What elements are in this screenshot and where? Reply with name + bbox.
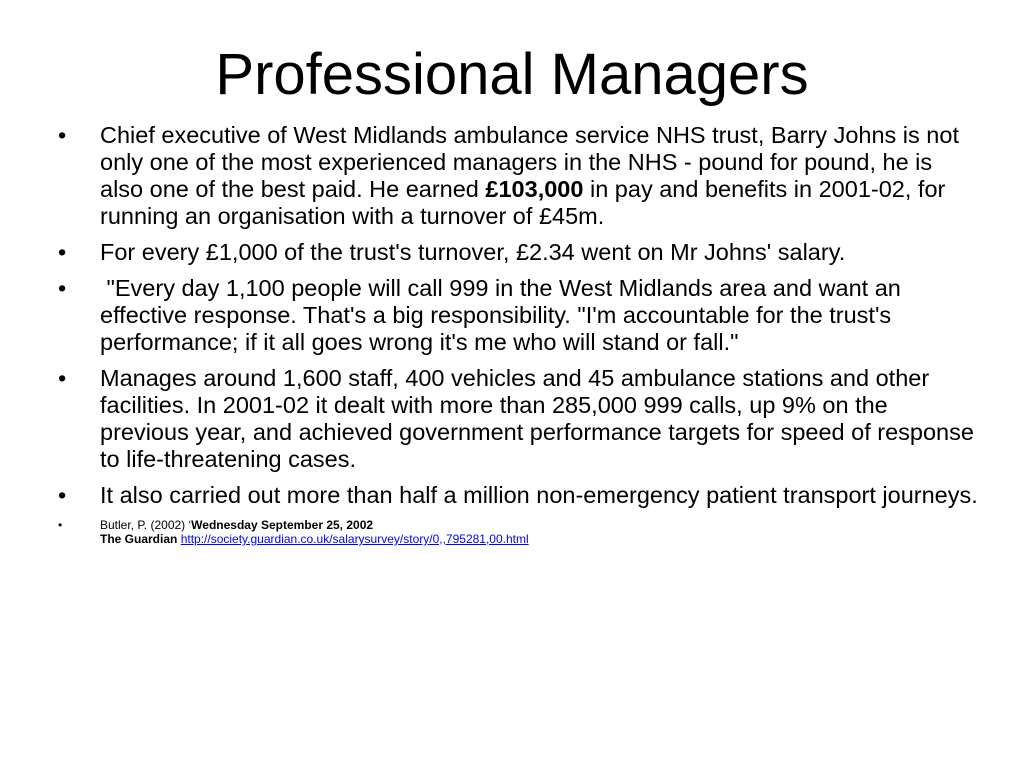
bullet-text: For every £1,000 of the trust's turnover, £2.34 went on Mr Johns' salary. [100,239,846,265]
bullet-text: Chief executive of West Midlands ambulance service NHS trust, Barry Johns is not only one of the most experienced managers in the NHS - pound for pound, he is also one of the best paid. He earned £103,000 in pay and benefits in 2001-02, for running an organisation with a turnover of £45m. [100,122,959,229]
citation-item [58,518,978,546]
slide-title: Professional Managers [215,42,809,107]
bullet-marker: • [58,239,67,265]
bullet-text: It also carried out more than half a million non-emergency patient transport journeys. [100,482,978,508]
citation-text [100,518,529,546]
bullet-item-transport [58,482,978,509]
citation-date: Wednesday September 25, 2002 [191,518,374,532]
bullet-item-staff [58,365,978,473]
bullet-item-salary [58,122,978,230]
bullet-marker: • [58,275,67,301]
citation-author: Butler, P. (2002) ‘ [100,518,192,532]
source-link[interactable]: http://society.guardian.co.uk/salarysurvey/story/0,,795281,00.html [180,532,529,546]
bullet-marker: • [58,482,67,508]
bullet-item-quote [58,275,978,356]
citation-publication: The Guardian [100,532,178,546]
bullet-marker: • [58,122,67,148]
bullet-item-turnover [58,239,978,266]
salary-amount: £103,000 [485,176,584,202]
bullet-marker: • [58,518,63,532]
bullet-text: "Every day 1,100 people will call 999 in the West Midlands area and want an effective response. That's a big responsibility. "I'm accountable for the trust's performance; if it all goes wrong it's me who will stand or fall." [100,275,908,355]
bullet-text: Manages around 1,600 staff, 400 vehicles and 45 ambulance stations and other facilities. In 2001-02 it dealt with more than 285,000 999 calls, up 9% on the previous year, and achieved government performance targets for speed of response to life-threatening cases. [100,365,974,472]
bullet-list [58,122,978,555]
bullet-marker: • [58,365,67,391]
